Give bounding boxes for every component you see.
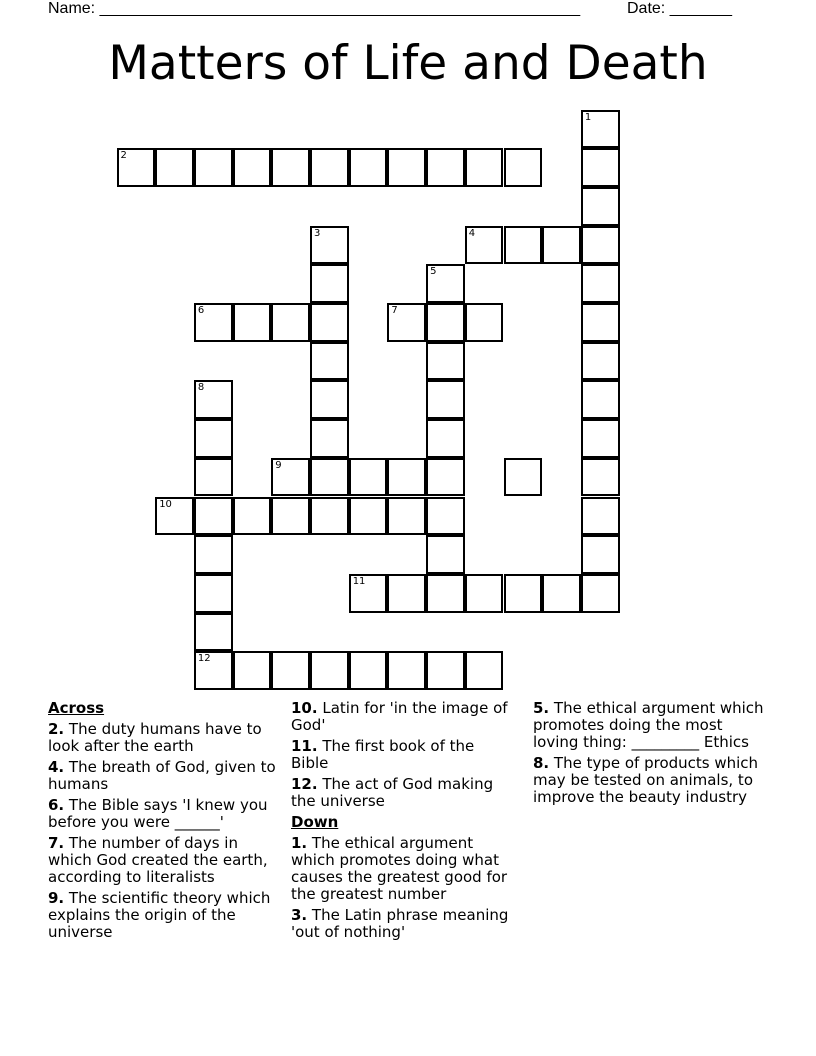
crossword-cell[interactable]: [581, 574, 620, 613]
clue-number: 10: [159, 498, 172, 510]
crossword-cell[interactable]: [504, 458, 543, 497]
crossword-cell[interactable]: [271, 458, 310, 497]
crossword-cell[interactable]: [310, 458, 349, 497]
crossword-cell[interactable]: [349, 574, 388, 613]
crossword-cell[interactable]: [581, 148, 620, 187]
crossword-cell[interactable]: [310, 264, 349, 303]
crossword-cell[interactable]: [194, 574, 233, 613]
crossword-cell[interactable]: [504, 226, 543, 265]
clue-down-1: 1. The ethical argument which promotes doing what causes the greatest good for the greatest number: [291, 834, 508, 903]
clue-across-10: 10. Latin for 'in the image of God': [291, 699, 508, 734]
crossword-cell[interactable]: [426, 497, 465, 536]
crossword-cell[interactable]: [194, 613, 233, 652]
crossword-cell[interactable]: [426, 419, 465, 458]
crossword-cell[interactable]: [387, 497, 426, 536]
crossword-cell[interactable]: [465, 226, 504, 265]
crossword-cell[interactable]: [271, 497, 310, 536]
crossword-cell[interactable]: [310, 419, 349, 458]
down-heading: Down: [291, 813, 339, 831]
clue-number: 7: [391, 305, 398, 316]
clue-number: 12: [197, 653, 211, 665]
name-field-label[interactable]: Name: ______________________________________________________: [48, 0, 581, 17]
crossword-cell[interactable]: [504, 574, 543, 613]
clue-number: 6: [197, 305, 205, 316]
clues-column-3: [533, 700, 768, 810]
clue-down-8: 8. The type of products which may be tested on animals, to improve the beauty industry: [533, 754, 759, 806]
clue-down-5: 5. The ethical argument which promotes doing the most loving thing: _________ Ethics: [533, 699, 764, 751]
crossword-cell[interactable]: [310, 497, 349, 536]
crossword-cell[interactable]: [194, 380, 233, 419]
across-heading: Across: [48, 699, 105, 717]
crossword-cell[interactable]: [271, 651, 310, 690]
crossword-cell[interactable]: [194, 419, 233, 458]
clue-number: 1: [584, 111, 592, 123]
clue-across-2: 2. The duty humans have to look after the earth: [48, 720, 262, 755]
crossword-cell[interactable]: [233, 651, 272, 690]
crossword-cell[interactable]: [465, 574, 504, 613]
crossword-cell[interactable]: [387, 651, 426, 690]
crossword-cell[interactable]: [426, 651, 465, 690]
clue-across-9: 9. The scientific theory which explains the origin of the universe: [48, 889, 271, 941]
page-title: Matters of Life and Death: [108, 36, 708, 91]
crossword-cell[interactable]: [194, 651, 233, 690]
crossword-cell[interactable]: [349, 497, 388, 536]
crossword-cell[interactable]: [581, 226, 620, 265]
crossword-cell[interactable]: [387, 148, 426, 187]
crossword-cell[interactable]: [155, 148, 194, 187]
crossword-cell[interactable]: [349, 458, 388, 497]
crossword-cell[interactable]: [349, 651, 388, 690]
crossword-cell[interactable]: [387, 574, 426, 613]
crossword-cell[interactable]: [465, 148, 504, 187]
crossword-cell[interactable]: [271, 303, 310, 342]
clues-column-2: [291, 700, 516, 945]
crossword-cell[interactable]: [426, 148, 465, 187]
crossword-cell[interactable]: [349, 148, 388, 187]
crossword-cell[interactable]: [581, 458, 620, 497]
clue-down-3: 3. The Latin phrase meaning 'out of nothing': [291, 906, 509, 941]
crossword-cell[interactable]: [426, 574, 465, 613]
crossword-cell[interactable]: [387, 458, 426, 497]
crossword-cell[interactable]: [426, 380, 465, 419]
clue-number: 9: [275, 459, 282, 471]
crossword-cell[interactable]: [581, 303, 620, 342]
crossword-cell[interactable]: [117, 148, 156, 187]
crossword-cell[interactable]: [426, 303, 465, 342]
crossword-cell[interactable]: [271, 148, 310, 187]
clue-across-4: 4. The breath of God, given to humans: [48, 758, 276, 793]
clue-number: 8: [197, 382, 205, 394]
clue-number: 4: [468, 227, 476, 239]
crossword-cell[interactable]: [465, 651, 504, 690]
crossword-cell[interactable]: [233, 303, 272, 342]
clue-across-12: 12. The act of God making the universe: [291, 775, 494, 810]
crossword-cell[interactable]: [194, 303, 233, 342]
crossword-cell[interactable]: [581, 110, 620, 149]
crossword-cell[interactable]: [426, 264, 465, 303]
crossword-cell[interactable]: [542, 574, 581, 613]
clue-across-11: 11. The first book of the Bible: [291, 737, 475, 772]
crossword-cell[interactable]: [310, 226, 349, 265]
crossword-cell[interactable]: [581, 380, 620, 419]
crossword-cell[interactable]: [194, 148, 233, 187]
crossword-cell[interactable]: [465, 303, 504, 342]
crossword-cell[interactable]: [194, 458, 233, 497]
crossword-cell[interactable]: [581, 187, 620, 226]
clue-number: 2: [120, 150, 127, 162]
clue-across-7: 7. The number of days in which God created the earth, according to literalists: [48, 834, 268, 886]
clue-number: 5: [430, 266, 437, 278]
crossword-cell[interactable]: [504, 148, 543, 187]
crossword-cell[interactable]: [310, 342, 349, 381]
crossword-cell[interactable]: [310, 148, 349, 187]
clue-across-6: 6. The Bible says 'I knew you before you were ______': [48, 796, 268, 831]
crossword-cell[interactable]: [233, 148, 272, 187]
crossword-cell[interactable]: [581, 419, 620, 458]
crossword-cell[interactable]: [581, 342, 620, 381]
crossword-cell[interactable]: [155, 497, 194, 536]
crossword-cell[interactable]: [426, 535, 465, 574]
crossword-cell[interactable]: [542, 226, 581, 265]
crossword-cell[interactable]: [426, 342, 465, 381]
crossword-cell[interactable]: [310, 380, 349, 419]
date-field-label[interactable]: Date: _______: [627, 0, 732, 17]
crossword-cell[interactable]: [194, 497, 233, 536]
clue-number: 11: [352, 575, 366, 587]
crossword-cell[interactable]: [194, 535, 233, 574]
crossword-cell[interactable]: [233, 497, 272, 536]
crossword-cell[interactable]: [581, 497, 620, 536]
crossword-cell[interactable]: [310, 303, 349, 342]
crossword-cell[interactable]: [310, 651, 349, 690]
clues-column-1: [48, 700, 280, 945]
crossword-cell[interactable]: [581, 535, 620, 574]
crossword-cell[interactable]: [426, 458, 465, 497]
crossword-cell[interactable]: [581, 264, 620, 303]
crossword-cell[interactable]: [387, 303, 426, 342]
clue-number: 3: [314, 227, 321, 239]
